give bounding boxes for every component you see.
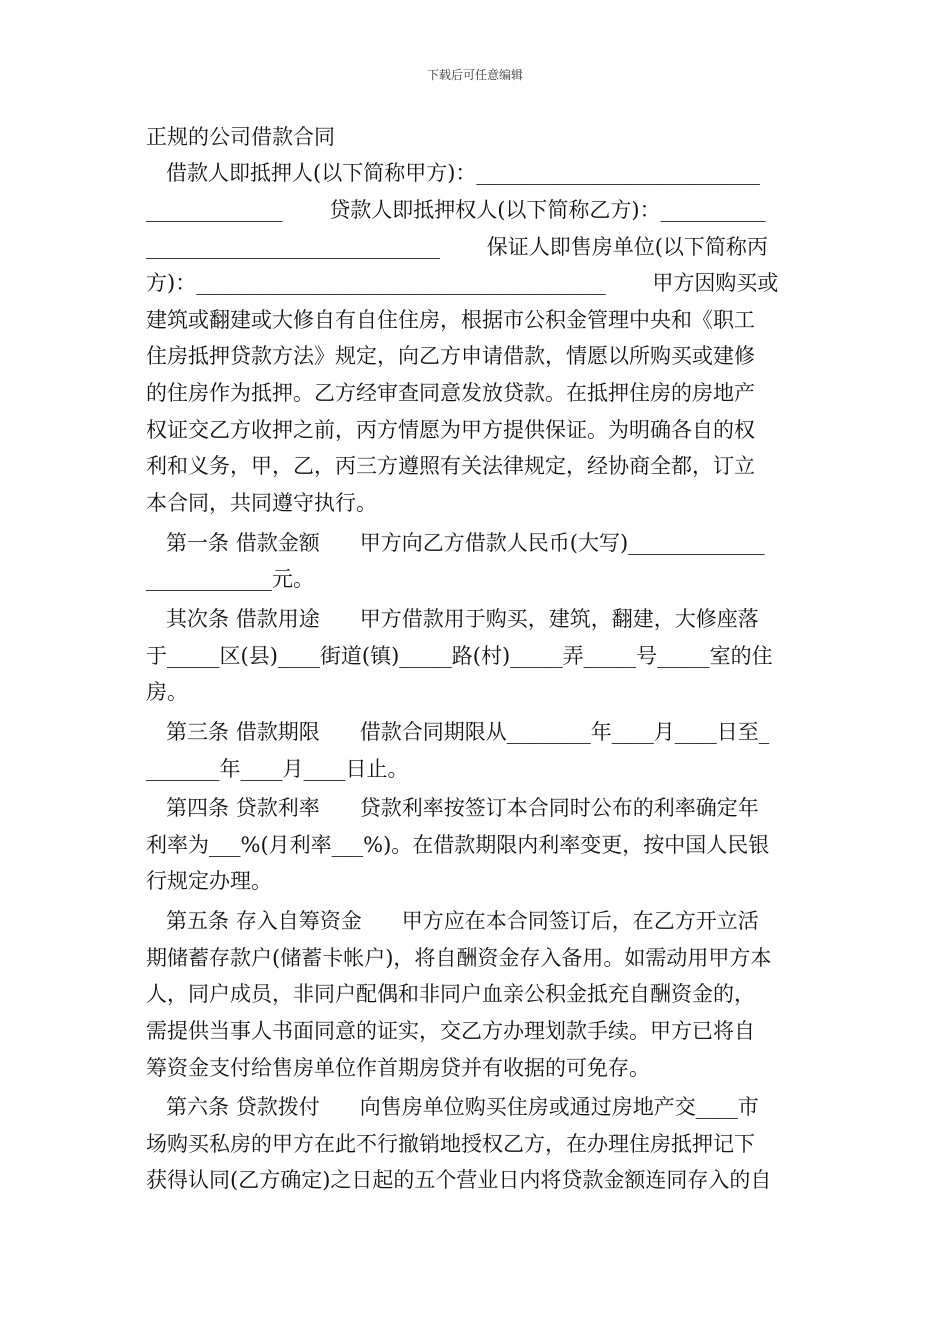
page-header: 下载后可任意编辑 (426, 68, 523, 82)
text-line: 筹资金支付给售房单位作首期房贷并有收据的可免存。 (146, 1056, 650, 1080)
text-line: 行规定办理。 (146, 869, 272, 893)
text-line: ____________元。 (146, 567, 314, 591)
text-line: 人，同户成员，非同户配偶和非同户血亲公积金抵充自酬资金的， (146, 982, 755, 1006)
text-line: 第一条 借款金额 甲方向乙方借款人民币(大写)_____________ (146, 531, 765, 555)
text-line: 期储蓄存款户(储蓄卡帐户)，将自酬资金存入备用。如需动用甲方本 (146, 946, 772, 970)
text-line: 第四条 贷款利率 贷款利率按签订本合同时公布的利率确定年 (146, 796, 759, 820)
text-line: 第五条 存入自筹资金 甲方应在本合同签订后，在乙方开立活 (146, 909, 759, 933)
text-line: 其次条 借款用途 甲方借款用于购买，建筑，翻建，大修座落 (146, 607, 759, 631)
text-line: 借款人即抵押人(以下简称甲方)：___________________________ (146, 161, 760, 185)
text-line: 第六条 贷款拨付 向售房单位购买住房或通过房地产交____市 (146, 1095, 759, 1119)
text-line: _______年____月____日止。 (146, 757, 409, 781)
text-line: 于_____区(县)____街道(镇)_____路(村)_____弄_____号_____室的住 (146, 644, 773, 668)
text-line: 需提供当事人书面同意的证实，交乙方办理划款手续。甲方已将自 (146, 1019, 755, 1043)
text-line: ____________________________ 保证人即售房单位(以下简称丙 (146, 235, 768, 259)
text-line: 利和义务，甲，乙，丙三方遵照有关法律规定，经协商全都，订立 (146, 454, 755, 478)
text-line: 本合同，共同遵守执行。 (146, 491, 377, 515)
text-line: _____________ 贷款人即抵押权人(以下简称乙方)：__________ (146, 198, 766, 222)
text-line: 的住房作为抵押。乙方经审查同意发放贷款。在抵押住房的房地产 (146, 381, 755, 405)
text-line: 房。 (146, 680, 188, 704)
text-line: 利率为___%(月利率___%)。在借款期限内利率变更，按中国人民银 (146, 833, 770, 857)
text-line: 方)：_______________________________________ 甲方因购买或 (146, 271, 779, 295)
text-line: 建筑或翻建或大修自有自住住房，根据市公积金管理中央和《职工 (146, 308, 755, 332)
text-line: 第三条 借款期限 借款合同期限从________年____月____日至_ (146, 720, 770, 744)
text-line: 场购买私房的甲方在此不行撤销地授权乙方，在办理住房抵押记下 (146, 1132, 755, 1156)
text-line: 获得认同(乙方确定)之日起的五个营业日内将贷款金额连同存入的自 (146, 1168, 772, 1192)
text-line: 权证交乙方收押之前，丙方情愿为甲方提供保证。为明确各自的权 (146, 418, 755, 442)
text-line: 住房抵押贷款方法》规定，向乙方申请借款，情愿以所购买或建修 (146, 344, 755, 368)
document-title: 正规的公司借款合同 (146, 125, 335, 149)
